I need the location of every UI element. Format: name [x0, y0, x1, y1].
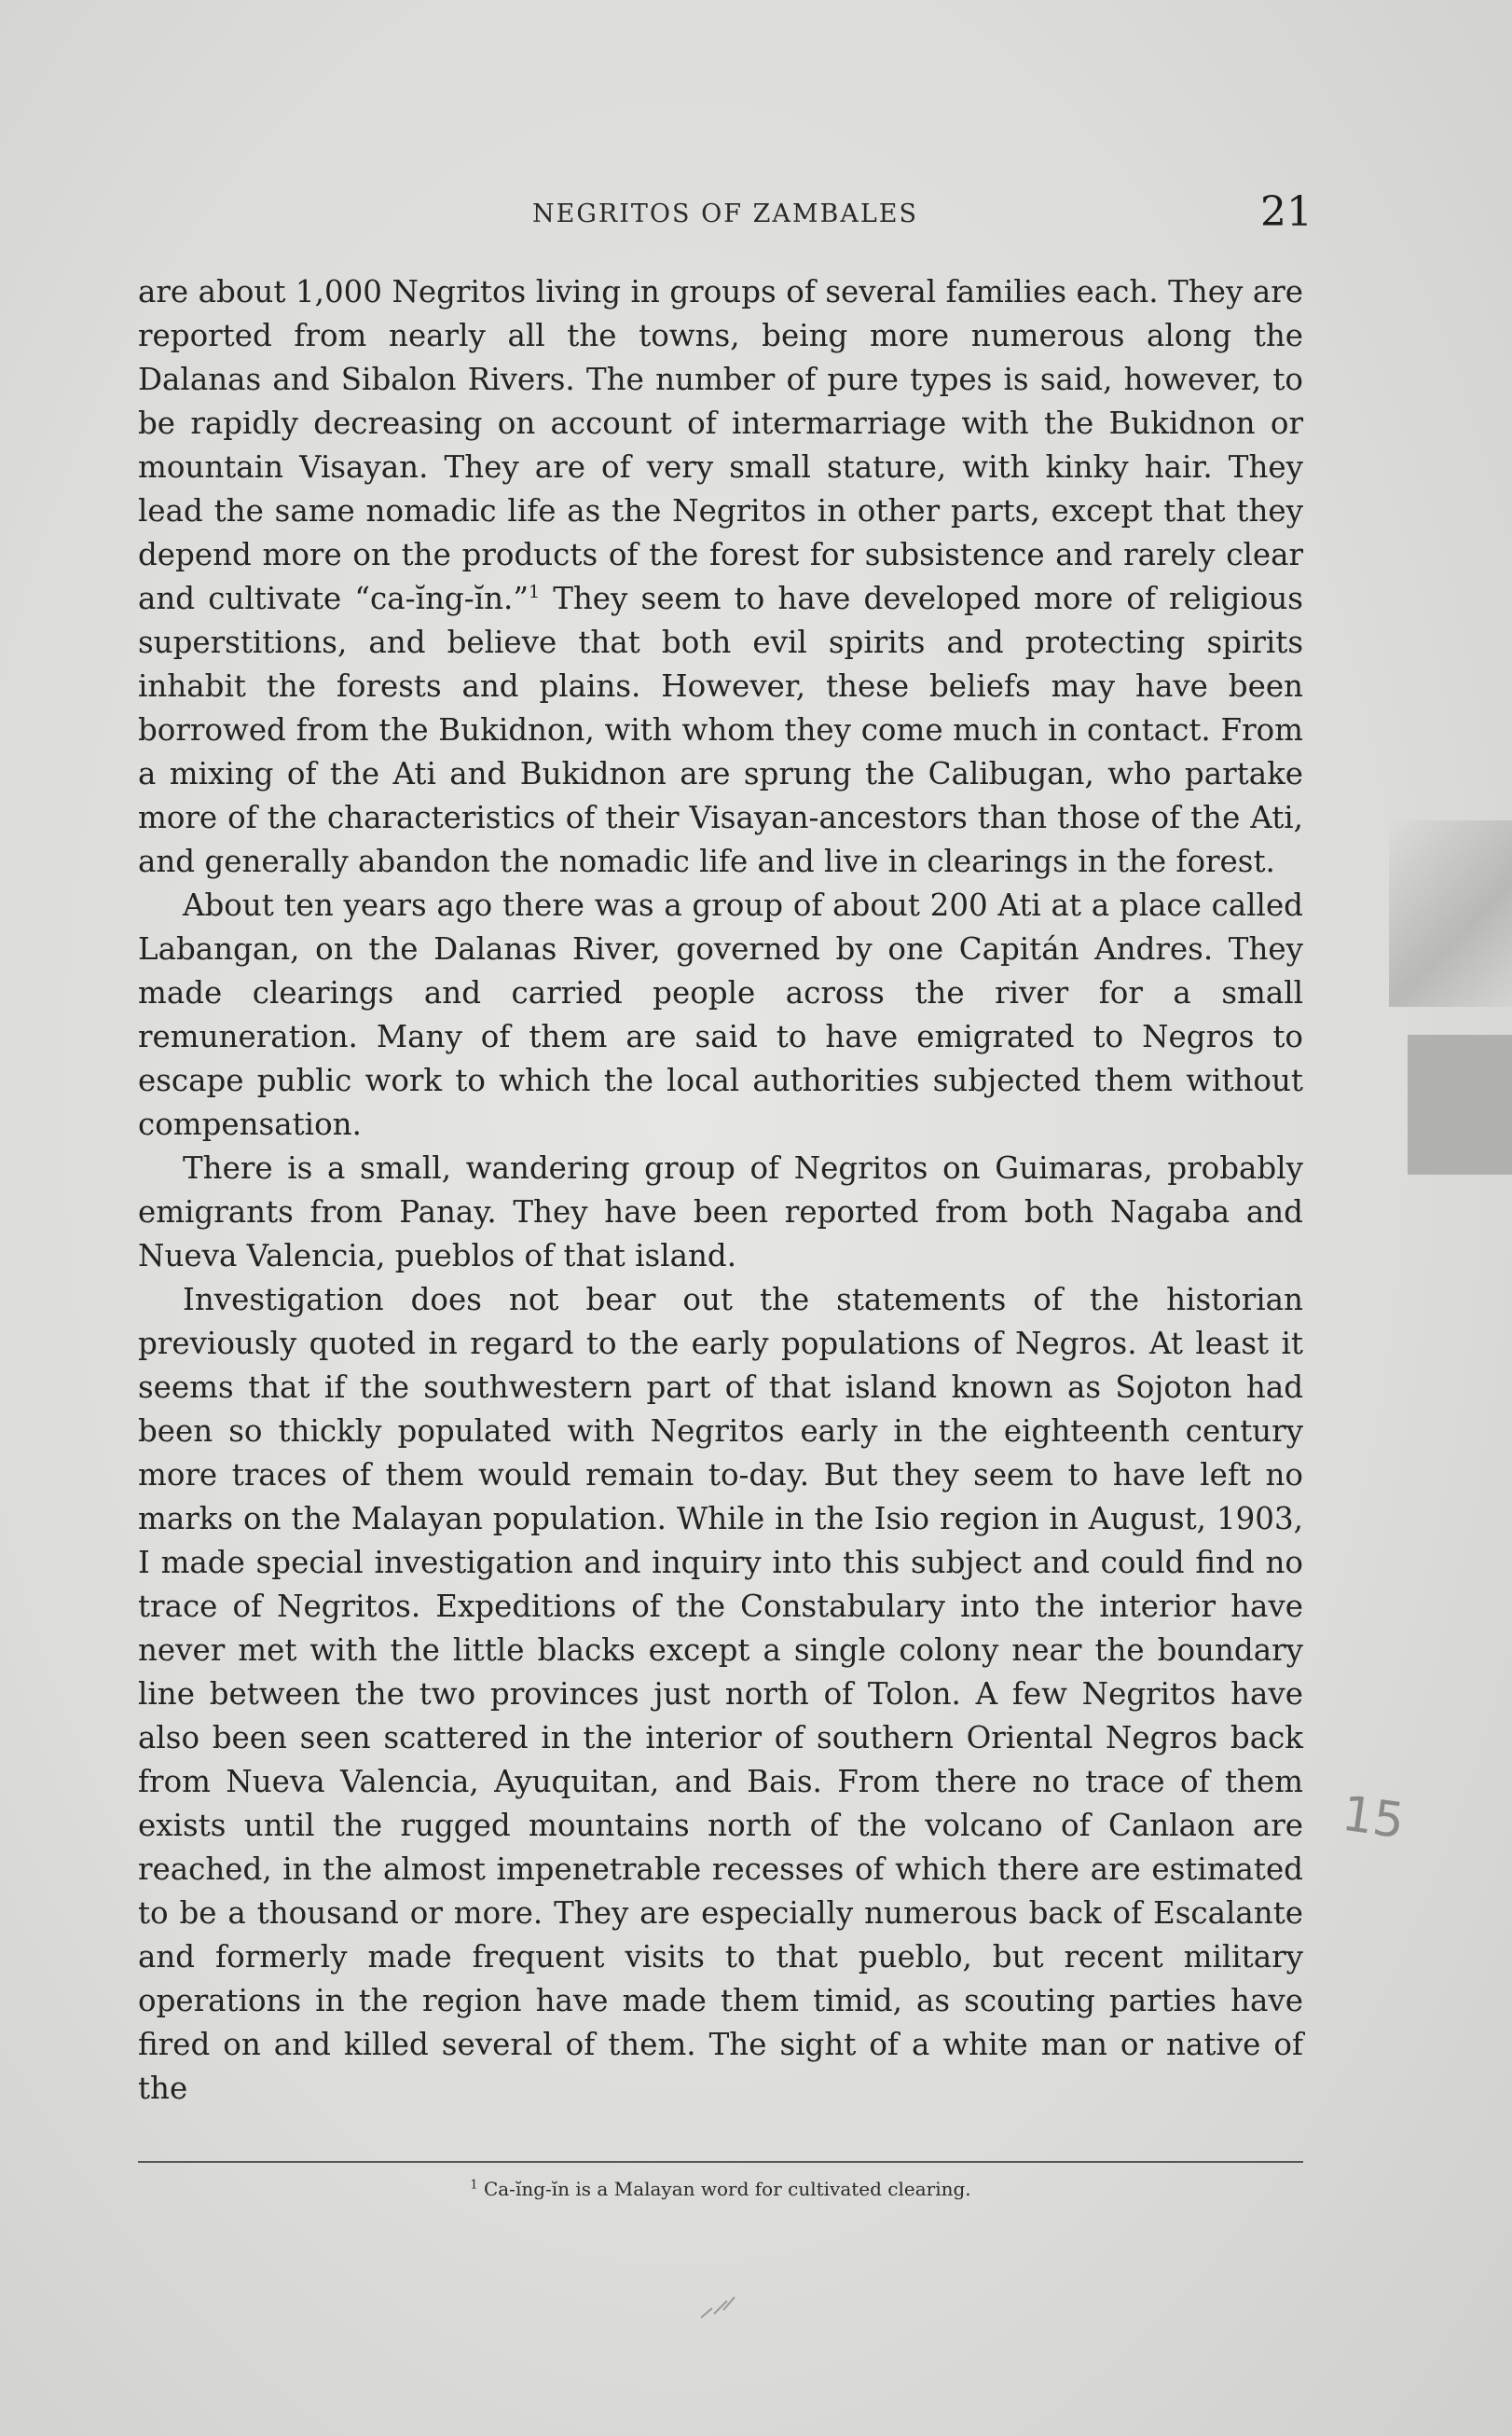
body-text — [138, 270, 1303, 2111]
paragraph-2: About ten years ago there was a group of about 200 Ati at a place called Labangan, on the Dalanas River, governed by one Capitán Andres. They made clearings and carried people across the river for a small remuneration. Many of them are said to have emigrated to Negros to escape public work to which the local authorities subjected them without compensation. — [138, 888, 1303, 1142]
footnote-reference: 1 — [528, 582, 541, 603]
paper-blemish — [699, 2293, 736, 2321]
page-stain — [1408, 1035, 1512, 1175]
page-header — [138, 188, 1313, 244]
page-number: 21 — [1260, 188, 1313, 236]
paragraph-text-continued: They seem to have developed more of religious superstitions, and believe that both evil spirits and protecting spirits inhabit the forests and plains. However, these beliefs may have been borrowed from the Bukidnon, with whom they come much in contact. From a mixing of the Ati and Bukidnon are sprung the Calibugan, who partake more of the characteristics of their Visayan-ancestors than those of the Ati, and generally abandon the nomadic life and live in clearings in the forest. — [138, 581, 1303, 879]
paragraph-3: There is a small, wandering group of Negritos on Guimaras, probably emigrants from Panay. They have been reported from both Nagaba and Nueva Valencia, pueblos of that island. — [138, 1150, 1303, 1273]
footnote-mark: 1 — [470, 2178, 478, 2193]
footnote — [138, 2178, 1303, 2200]
footnote-rule — [138, 2161, 1303, 2163]
running-head: NEGRITOS OF ZAMBALES — [532, 200, 918, 228]
margin-annotation: 15 — [1339, 1785, 1409, 1851]
paragraph-1 — [138, 270, 1303, 884]
paragraph-4: Investigation does not bear out the statements of the historian previously quoted in regard to the early populations of Negros. At least it seems that if the southwestern part of that island known as Sojoton had been so thickly populated with Negritos early in the eighteenth century more traces of them would remain to-day. But they seem to have left no marks on the Malayan population. While in the Isio region in August, 1903, I made special investigation and inquiry into this subject and could find no trace of Negritos. Expeditions of the Constabulary into the interior have never met with the little blacks except a single colony near the boundary line between the two provinces just north of Tolon. A few Negritos have also been seen scattered in the interior of southern Oriental Negros back from Nueva Valencia, Ayuquitan, and Bais. From there no trace of them exists until the rugged mountains north of the volcano of Canlaon are reached, in the almost impenetrable recesses of which there are estimated to be a thousand or more. They are especially numerous back of Escalante and formerly made frequent visits to that pueblo, but recent military operations in the region have made them timid, as scouting parties have fired on and killed several of them. The sight of a white man or native of the — [138, 1282, 1303, 2106]
page-shadow — [1389, 820, 1512, 1007]
footnote-text: Ca-ĭng-ĭn is a Malayan word for cultivated clearing. — [483, 2178, 971, 2200]
paragraph-text: are about 1,000 Negritos living in groups of several families each. They are reported from nearly all the towns, being more numerous along the Dalanas and Sibalon Rivers. The number of pure types is said, however, to be rapidly decreasing on account of intermarriage with the Bukidnon or mountain Visayan. They are of very small stature, with kinky hair. They lead the same nomadic life as the Negritos in other parts, except that they depend more on the products of the forest for subsistence and rarely clear and cultivate “ca-ĭng-ĭn.” — [138, 274, 1303, 616]
